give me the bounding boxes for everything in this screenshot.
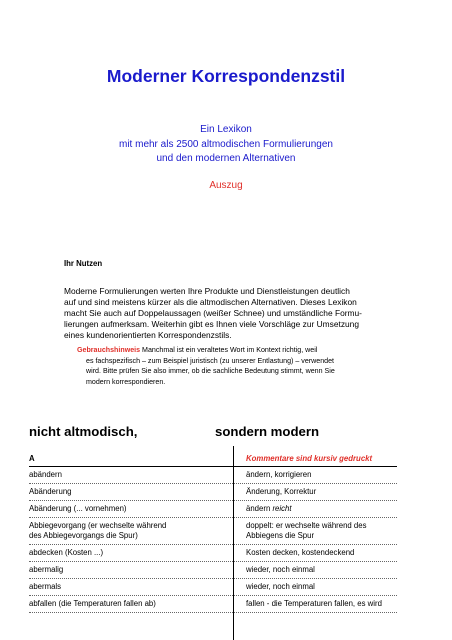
- table-row-rule: [29, 578, 397, 579]
- table-column-divider: [233, 446, 234, 640]
- intro-line: eines kundenorientierten Korrespondenzstils.: [64, 329, 232, 340]
- intro-line: macht Sie auch auf Doppelaussagen (weißer Schnee) und umständliche Formu-: [64, 307, 362, 318]
- table-cell-old: abfallen (die Temperaturen fallen ab): [29, 599, 156, 608]
- usage-hint-label: Gebrauchshinweis: [77, 346, 141, 354]
- table-cell-old: abermals: [29, 582, 62, 591]
- table-cell-old: abermalig: [29, 565, 64, 574]
- excerpt-label: Auszug: [209, 180, 243, 191]
- table-cell-new: Änderung, Korrektur: [246, 487, 317, 496]
- table-cell-comment: reicht: [272, 504, 292, 513]
- intro-line: auf und sind meistens kürzer als die altmodischen Alternativen. Dieses Lexikon: [64, 296, 357, 307]
- usage-hint-text: Manchmal ist ein veraltetes Wort im Kontext richtig, weil: [140, 346, 318, 354]
- document-subtitle: [0, 123, 452, 167]
- table-cell-old: Abänderung: [29, 487, 72, 496]
- intro-line: lierungen aufmerksam. Weiterhin gibt es Ihnen viele Vorschläge zur Umsetzung: [64, 318, 359, 329]
- section-letter: A: [29, 454, 35, 463]
- usage-hint-line: wird. Bitte prüfen Sie also immer, ob die sachliche Bedeutung stimmt, wenn Sie: [86, 367, 335, 376]
- table-row-rule: [29, 595, 397, 596]
- table-row-rule: [29, 544, 397, 545]
- table-cell-old: des Abbiegevorgangs die Spur): [29, 531, 138, 540]
- table-cell-new: wieder, noch einmal: [246, 582, 315, 591]
- subtitle-line: mit mehr als 2500 altmodischen Formulierungen: [119, 138, 333, 150]
- document-title: Moderner Korrespondenzstil: [106, 66, 346, 86]
- usage-hint-line: modern korrespondieren.: [86, 377, 166, 386]
- intro-paragraph: [64, 286, 409, 341]
- table-cell-new: fallen - die Temperaturen fallen, es wird: [246, 599, 382, 608]
- table-cell-new: Kosten decken, kostendeckend: [246, 548, 355, 557]
- table-cell-new: ändern, korrigieren: [246, 470, 312, 479]
- table-cell-new: Abbiegens die Spur: [246, 531, 315, 540]
- table-row-rule: [29, 561, 397, 562]
- table-cell-old: abdecken (Kosten ...): [29, 548, 104, 557]
- column-heading-new: sondern modern: [215, 424, 320, 439]
- table-row-rule: [29, 517, 397, 518]
- table-cell-old: Abänderung (... vornehmen): [29, 504, 127, 513]
- table-cell-new: [246, 504, 292, 514]
- column-heading-old: nicht altmodisch,: [29, 424, 138, 439]
- table-row-rule: [29, 483, 397, 484]
- table-header-rule: [29, 466, 397, 467]
- table-row-rule: [29, 500, 397, 501]
- vocabulary-table: [29, 446, 397, 640]
- usage-hint-first-line: [77, 345, 422, 356]
- usage-hint-line: es fachspezifisch – zum Beispiel juristisch (zu unserer Entlastung) – verwendet: [86, 356, 335, 365]
- table-cell-old: Abbiegevorgang (er wechselte während: [29, 521, 167, 530]
- table-cell-new: wieder, noch einmal: [246, 565, 315, 574]
- table-cell-new-text: ändern: [246, 504, 273, 513]
- subtitle-line: und den modernen Alternativen: [156, 153, 296, 165]
- table-cell-old: abändern: [29, 470, 62, 479]
- table-cell-new: doppelt: er wechselte während des: [246, 521, 367, 530]
- table-row-rule: [29, 612, 397, 613]
- intro-line: Moderne Formulierungen werten Ihre Produkte und Dienstleistungen deutlich: [64, 286, 350, 296]
- benefit-heading: Ihr Nutzen: [64, 259, 103, 268]
- usage-hint: [77, 345, 422, 387]
- table-note: Kommentare sind kursiv gedruckt: [246, 454, 373, 463]
- subtitle-line: Ein Lexikon: [200, 124, 252, 135]
